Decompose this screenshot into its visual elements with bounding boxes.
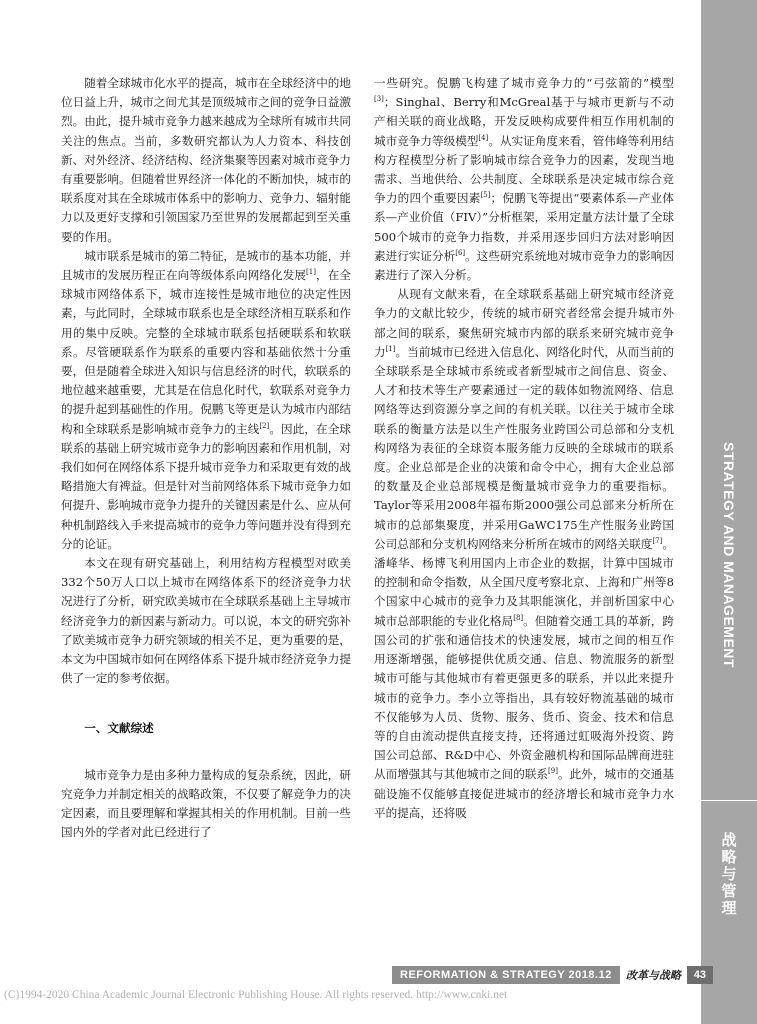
running-footer <box>392 966 713 984</box>
citation-ref: [1] <box>385 344 396 353</box>
paragraph: 城市竞争力是由多种力量构成的复杂系统，因此，研究竞争力并制定相关的战略政策，不仅要了解竞争力的决定因素，而且要理解和掌握其相关的作用机制。目前一些国内外的学者对此已经进行了 <box>61 767 351 840</box>
sidebar-section-title-cn: 战略与管理 <box>721 831 737 917</box>
paragraph: 城市联系是城市的第二特征，是城市的基本功能，并且城市的发展历程正在向等级体系向网络化发展[1]，在全球城市网络体系下，城市连接性是城市地位的决定性因素，与此同时，全球城市联系也是全球经济相互联系和作用的集中反映。完整的全球城市联系包括硬联系和软联系。尽管硬联系作为联系的重要内容和基础依然十分重要，但是随着全球进入知识与信息经济的时代，软联系的地位越来越重要，尤其是在信息化时代，软联系对竞争力的提升起到基础性的作用。倪鹏飞等更是认为城市内部结构和全球联系是影响城市竞争力的主线[2]。因此，在全球联系的基础上研究城市竞争力的影响因素和作用机制，对我们如何在网络体系下提升城市竞争力和采取更有效的战略措施大有裨益。但是针对当前网络体系下城市竞争力如何提升、影响城市竞争力提升的关键因素是什么、应从何种机制路线入手来提高城市的竞争力等问题并没有得到充分的论证。 <box>61 248 351 551</box>
journal-logo: 改革与战略 <box>625 969 681 982</box>
citation-ref: [4] <box>478 133 489 142</box>
citation-ref: [8] <box>513 613 524 622</box>
sidebar-divider <box>701 800 757 801</box>
copyright-watermark: (C)1994-2020 China Academic Journal Electronic Publishing House. All rights reserved. http://www.cnki.net <box>4 989 508 1001</box>
paragraph: 从现有文献来看，在全球联系基础上研究城市经济竞争力的文献比较少，传统的城市研究者经常会提升城市外部之间的联系，聚焦研究城市内部的联系来研究城市竞争力[1]。当前城市已经进入信息化、网络化时代，从而当前的全球联系是全球城市系统或者新型城市之间信息、资金、人才和技术等生产要素通过一定的载体如物流网络、信息网络等达到资源分享之间的有机关联。以往关于城市全球联系的衡量方法是以生产性服务业跨国公司总部和分支机构网络为表征的全球资本服务能力反映的全球城市的联系度。企业总部是企业的决策和命令中心，拥有大企业总部的数量及企业总部规模是衡量城市竞争力的重要指标。Taylor等采用2008年福布斯2000强公司总部来分析所在城市的总部集聚度，并采用GaWC175生产性服务业跨国公司总部和分支机构网络来分析所在城市的网络关联度[7]。潘峰华、杨博飞利用国内上市企业的数据，计算中国城市的控制和命令指数，从全国尺度考察北京、上海和广州等8个国家中心城市的竞争力及其职能演化，并剖析国家中心城市总部职能的专业化格局[8]。但随着交通工具的革新，跨国公司的扩张和通信技术的快速发展，城市之间的相互作用逐渐增强，能够提供优质交通、信息、物流服务的新型城市可能与其他城市有着更强更多的联系，并以此来提升城市的竞争力。李小立等指出，具有较好物流基础的城市不仅能够为人员、货物、服务、货币、资金、技术和信息等的自由流动提供直接支持，还将通过虹吸海外投资、跨国公司总部、R&D中心、外资金融机构和国际品牌商进驻从而增强其与其他城市之间的联系[9]。此外，城市的交通基础设施不仅能够直接促进城市的经济增长和城市竞争力水平的提高，还将吸 <box>374 287 674 820</box>
paragraph: 本文在现有研究基础上，利用结构方程模型对欧美332个50万人口以上城市在网络体系下的经济竞争力状况进行了分析，研究欧美城市在全球联系基础上主导城市经济竞争力的新因素与新动力。可以说，本文的研究弥补了欧美城市竞争力研究领域的相关不足，更为重要的是，本文为中国城市如何在网络体系下提升城市经济竞争力提供了一定的参考依据。 <box>61 556 351 686</box>
page-number: 43 <box>687 966 713 984</box>
section-heading: 一、文献综述 <box>84 720 154 735</box>
citation-ref: [2] <box>259 421 270 430</box>
citation-ref: [7] <box>652 537 663 546</box>
right-column <box>374 74 674 823</box>
sidebar-section-title-en: STRATEGY AND MANAGEMENT <box>721 442 737 668</box>
citation-ref: [9] <box>548 767 558 776</box>
citation-ref: [3] <box>374 95 384 104</box>
journal-name: REFORMATION & STRATEGY 2018.12 <box>392 966 620 984</box>
citation-ref: [1] <box>306 268 316 277</box>
citation-ref: [6] <box>455 248 466 257</box>
left-column <box>61 74 351 843</box>
paragraph: 一些研究。倪鹏飞构建了城市竞争力的“弓弦箭的”模型[3]；Singhal、Berry和McGreal基于与城市更新与不动产相关联的商业战略，开发反映构成要件相互作用机制的城市竞争力等级模型[4]。从实证角度来看，管伟峰等利用结构方程模型分析了影响城市综合竞争力的因素，发现当地需求、当地供给、公共制度、全球联系是决定城市综合竞争力的四个重要因素[5]；倪鹏飞等提出“要素体系—产业体系—产业价值（FIV）”分析框架，采用定量方法计量了全球500个城市的竞争力指数，并采用逐步回归方法对影响因素进行实证分析[6]。这些研究系统地对城市竞争力的影响因素进行了深入分析。 <box>374 76 674 283</box>
paragraph: 随着全球城市化水平的提高，城市在全球经济中的地位日益上升，城市之间尤其是顶级城市之间的竞争日益激烈。由此，提升城市竞争力越来越成为全球所有城市共同关注的焦点。当前，多数研究都认为人力资本、科技创新、对外经济、经济结构、经济集聚等因素对城市竞争力有重要影响。但随着世界经济一体化的不断加快，城市的联系度对其在全球城市体系中的影响力、竞争力、辐射能力以及更好支撑和引领国家乃至世界的发展都起到至关重要的作用。 <box>61 76 351 244</box>
citation-ref: [5] <box>480 191 491 200</box>
